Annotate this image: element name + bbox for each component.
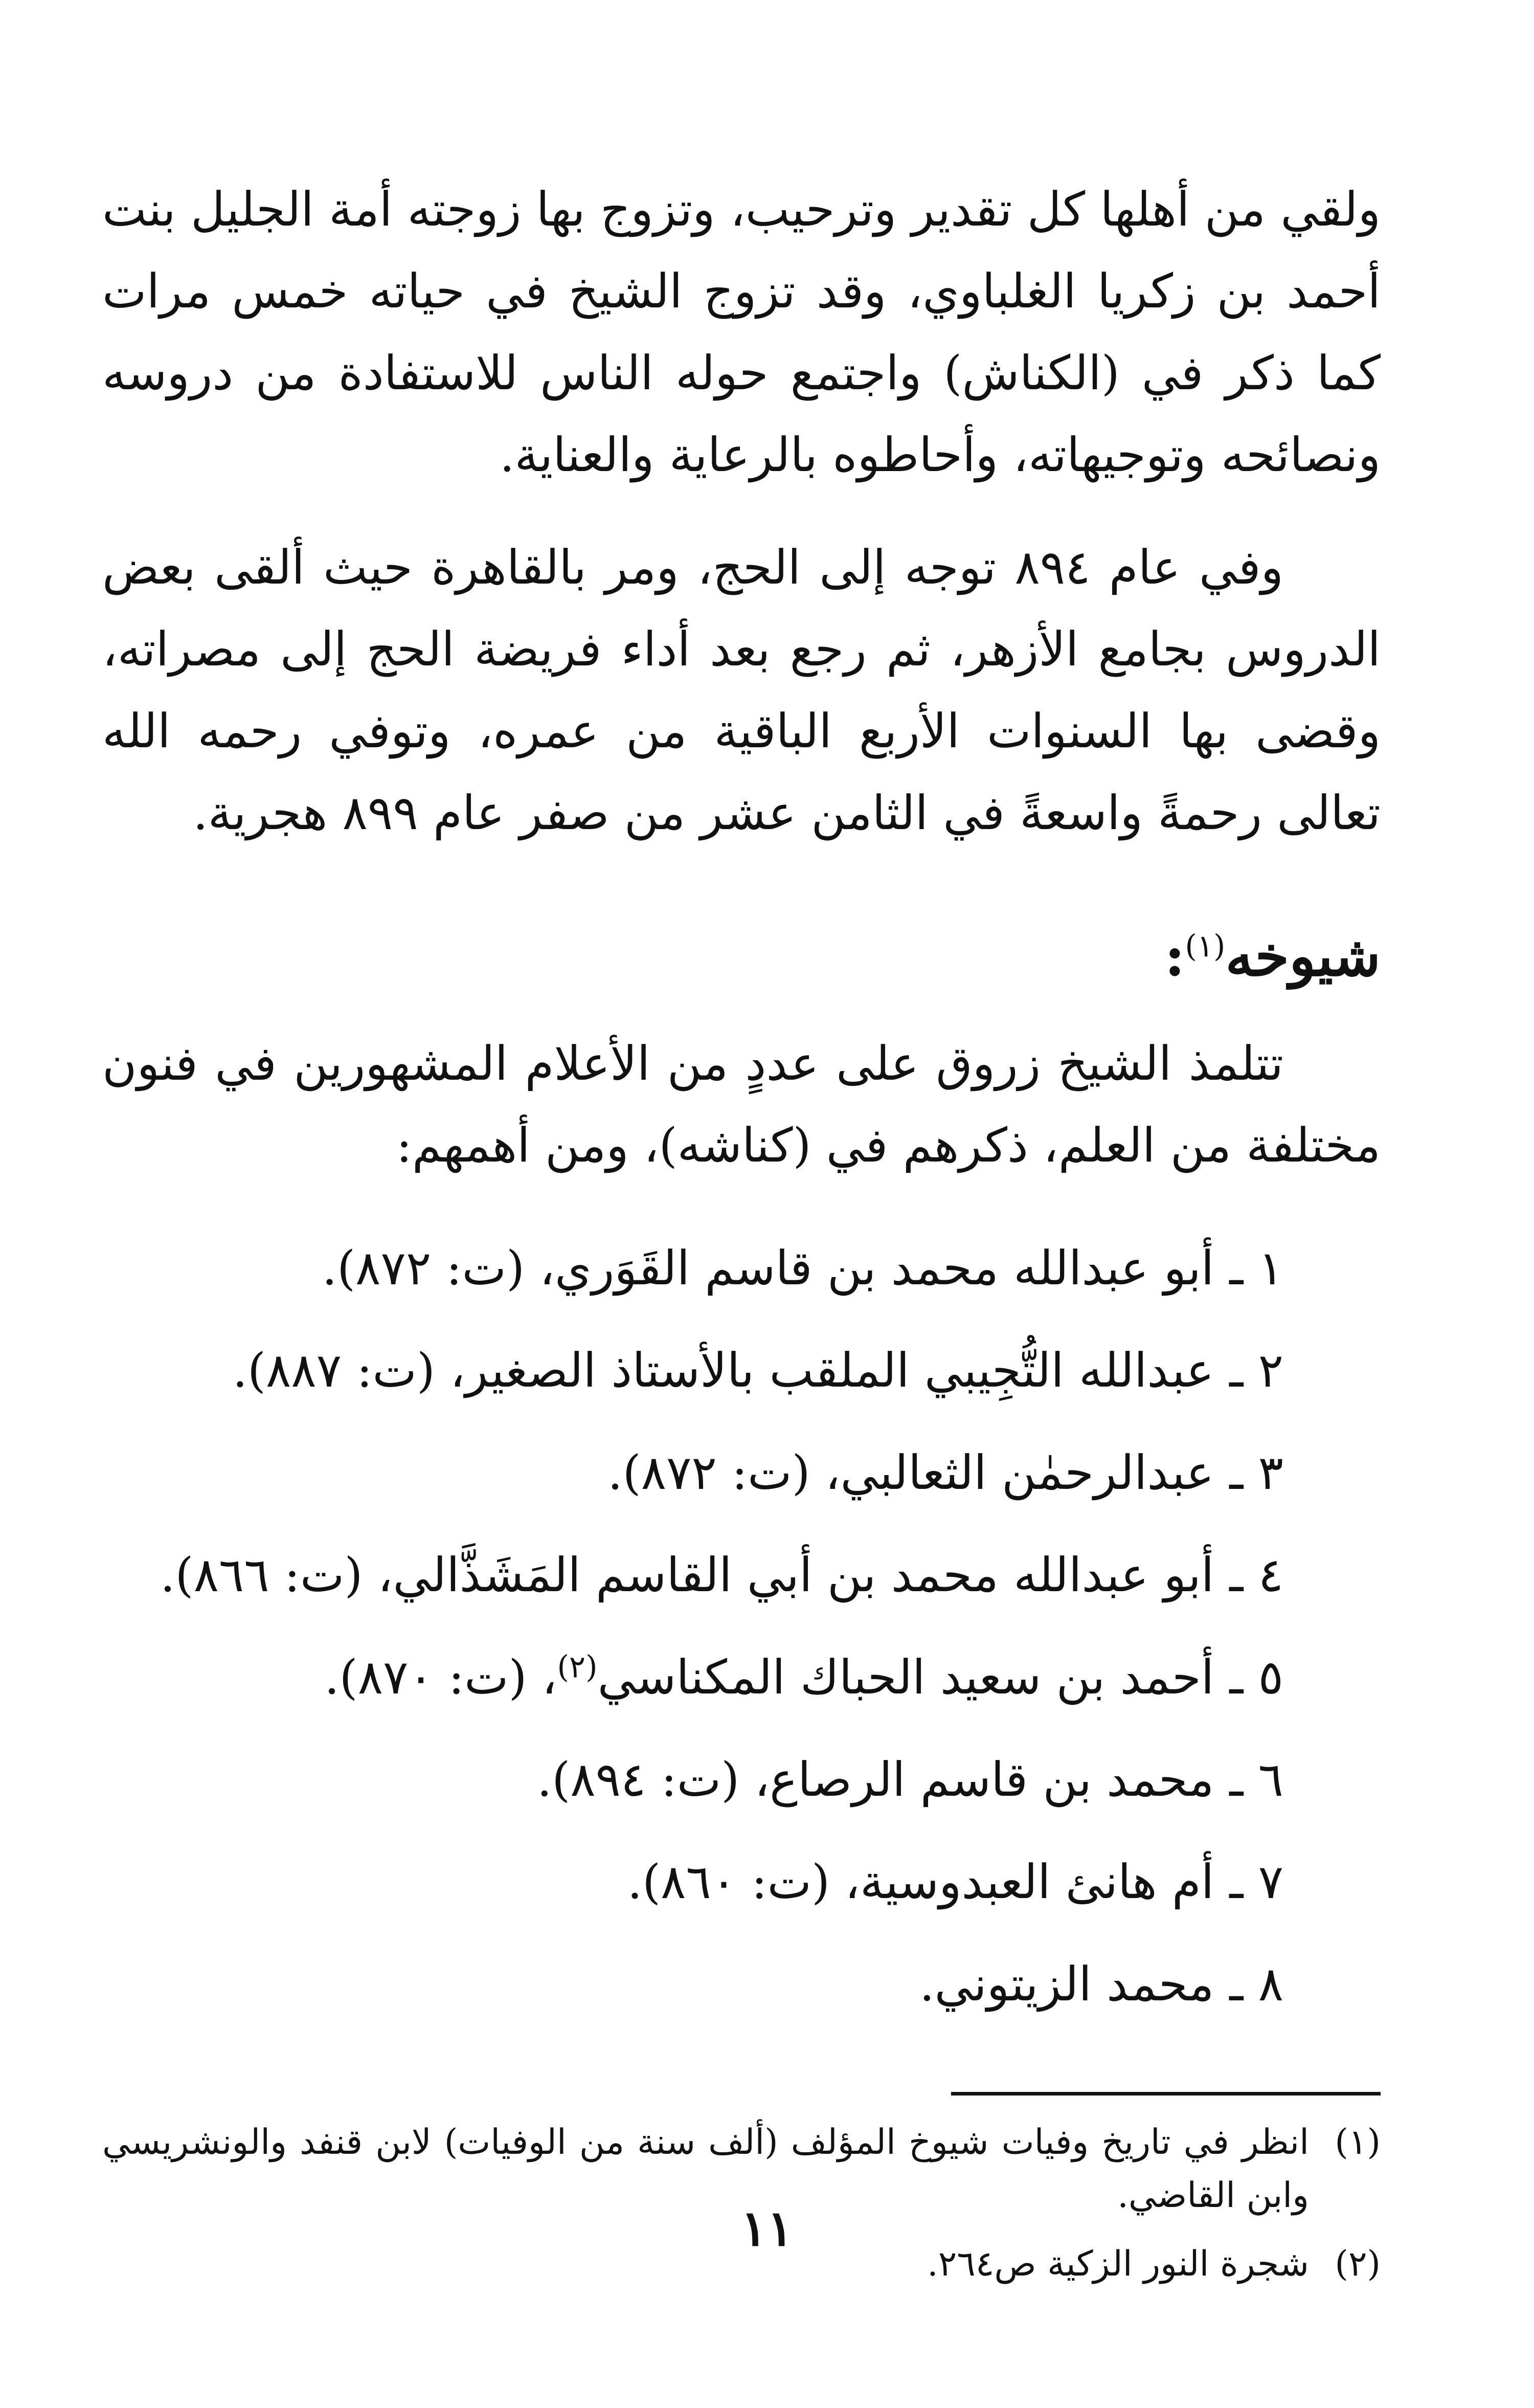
footnote-divider xyxy=(951,2092,1381,2095)
list-item xyxy=(102,1320,1283,1422)
list-item-number: ٢ ـ xyxy=(1229,1343,1283,1398)
footnote-mark: (٢) xyxy=(1335,2244,1381,2284)
list-item xyxy=(102,1422,1283,1524)
list-item-number: ٤ ـ xyxy=(1229,1548,1283,1602)
footnote-ref-1: (١) xyxy=(1185,928,1226,964)
footnote-text: انظر في تاريخ وفيات شيوخ المؤلف (ألف سنة من الوفيات) لابن قنفد والونشريسي وابن القاضي. xyxy=(102,2122,1309,2216)
list-item-number: ٧ ـ xyxy=(1229,1855,1283,1909)
list-item-number: ٨ ـ xyxy=(1229,1957,1283,2012)
list-item xyxy=(102,1217,1283,1320)
footnote-ref-2: (٢) xyxy=(557,1649,598,1685)
list-item-text: عبدالرحمٰن الثعالبي، (ت: ٨٧٢). xyxy=(607,1445,1214,1500)
list-item xyxy=(102,1626,1283,1729)
list-item-text: محمد الزيتوني. xyxy=(919,1957,1214,2012)
list-item-text: محمد بن قاسم الرصاع، (ت: ٨٩٤). xyxy=(537,1752,1214,1807)
list-item-text: أم هانئ العبدوسية، (ت: ٨٦٠). xyxy=(627,1855,1214,1909)
sheikhs-list xyxy=(102,1217,1381,2036)
list-item-text: أحمد بن سعيد الحباك المكناسي xyxy=(597,1650,1214,1705)
section-heading-sheikhs xyxy=(102,916,1381,997)
paragraph-marriage: ولقي من أهلها كل تقدير وترحيب، وتزوج بها زوجته أمة الجليل بنت أحمد بن زكريا الغلباوي، وقد تزوج الشيخ في حياته خمس مرات كما ذكر في (الكناش) واجتمع حوله الناس للاستفادة من دروسه ونصائحه وتوجيهاته، وأحاطوه بالرعاية والعناية. xyxy=(102,182,1381,482)
list-item-text: أبو عبدالله محمد بن أبي القاسم المَشَذَّالي، (ت: ٨٦٦). xyxy=(160,1548,1214,1602)
list-item xyxy=(102,1831,1283,1933)
list-item xyxy=(102,1524,1283,1626)
paragraph-intro: تتلمذ الشيخ زروق على عددٍ من الأعلام المشهورين في فنون مختلفة من العلم، ذكرهم في (كناشه)، ومن أهمهم: xyxy=(102,1036,1381,1173)
list-item xyxy=(102,1933,1283,2036)
list-item-number: ٦ ـ xyxy=(1229,1752,1283,1807)
page-number: ١١ xyxy=(740,2199,794,2257)
paragraph-hajj: وفي عام ٨٩٤ توجه إلى الحج، ومر بالقاهرة حيث ألقى بعض الدروس بجامع الأزهر، ثم رجع بعد أداء فريضة الحج إلى مصراته، وقضى بها السنوات الأربع الباقية من عمره، وتوفي رحمه الله تعالى رحمةً واسعةً في الثامن عشر من صفر عام ٨٩٩ هجرية. xyxy=(102,540,1381,840)
list-item-text: أبو عبدالله محمد بن قاسم القَوَري، (ت: ٨٧٢). xyxy=(322,1241,1214,1296)
page-body xyxy=(102,169,1381,2306)
list-item-number: ٣ ـ xyxy=(1229,1445,1283,1500)
list-item xyxy=(102,1729,1283,1831)
list-item-text: عبدالله التُّجِيبي الملقب بالأستاذ الصغير، (ت: ٨٨٧). xyxy=(232,1343,1214,1398)
footnote-mark: (١) xyxy=(1335,2122,1381,2162)
list-item-text-after: ، (ت: ٨٧٠). xyxy=(324,1650,557,1705)
list-item-number: ١ ـ xyxy=(1229,1241,1283,1296)
heading-text: شيوخه xyxy=(1225,924,1381,989)
heading-colon: : xyxy=(1164,924,1185,989)
list-item-number: ٥ ـ xyxy=(1229,1650,1283,1705)
footnote-text: شجرة النور الزكية ص٢٦٤. xyxy=(927,2244,1309,2284)
